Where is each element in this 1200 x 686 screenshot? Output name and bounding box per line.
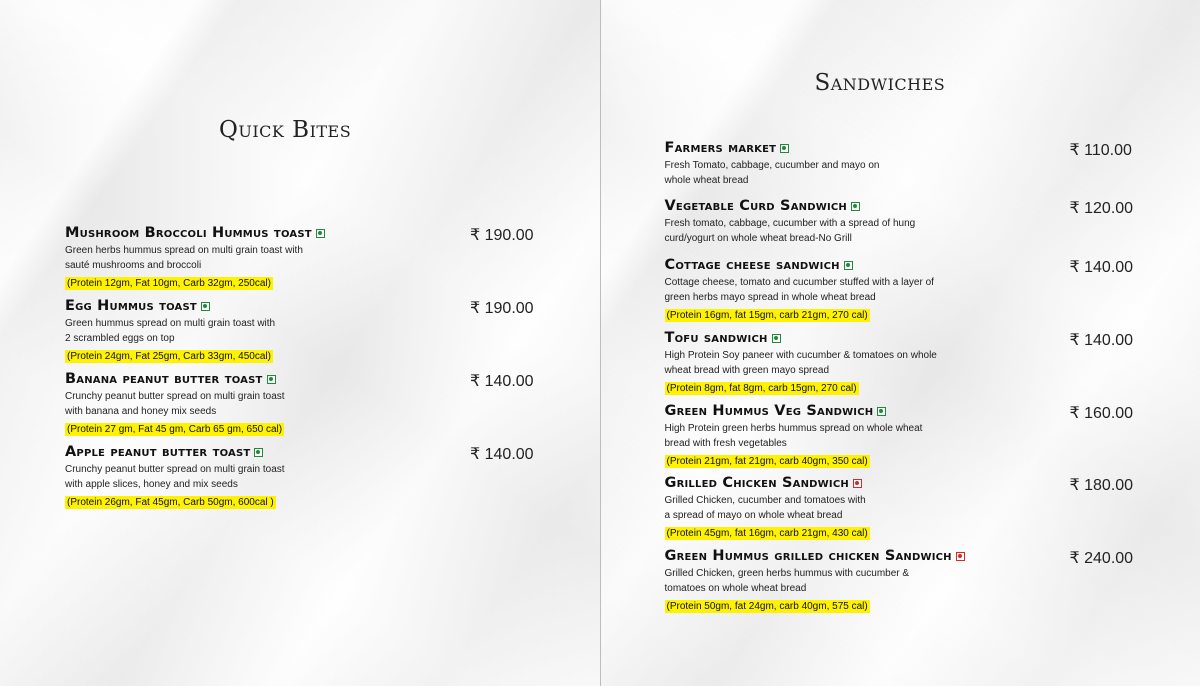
nutrition-info: (Protein 21gm, fat 21gm, carb 40gm, 350 cal) <box>666 456 868 467</box>
veg-icon <box>844 261 853 270</box>
veg-icon <box>851 202 860 211</box>
item-description: High Protein green herbs hummus spread on whole wheat <box>664 423 923 434</box>
item-description: High Protein Soy paneer with cucumber & tomatoes on whole <box>664 350 937 361</box>
item-description: wheat bread with green mayo spread <box>664 364 830 376</box>
veg-icon <box>877 407 886 416</box>
menu-page-sandwiches <box>600 0 1200 686</box>
nutrition-info: (Protein 45gm, fat 16gm, carb 21gm, 430 cal) <box>666 528 868 539</box>
item-name: Egg Hummus toast <box>65 298 197 314</box>
item-description: Cottage cheese, tomato and cucumber stuffed with a layer of <box>664 277 934 288</box>
veg-icon <box>267 375 276 384</box>
nutrition-info: (Protein 24gm, Fat 25gm, Carb 33gm, 450cal) <box>67 351 271 362</box>
item-name: Green Hummus Veg Sandwich <box>664 403 874 419</box>
item-name: Green Hummus grilled chicken Sandwich <box>664 548 952 564</box>
item-description: Grilled Chicken, cucumber and tomatoes with <box>664 495 866 506</box>
item-price: ₹ 160.00 <box>1069 405 1134 422</box>
item-price: ₹ 240.00 <box>1069 550 1134 567</box>
item-price: ₹ 180.00 <box>1069 477 1134 494</box>
menu-item <box>665 256 934 323</box>
item-name: Cottage cheese sandwich <box>664 257 840 273</box>
item-description: Fresh tomato, cabbage, cucumber with a spread of hung <box>664 218 916 229</box>
item-description: Green hummus spread on multi grain toast with <box>65 318 276 329</box>
item-description: tomatoes on whole wheat bread <box>664 582 807 594</box>
item-price: ₹ 140.00 <box>1069 332 1134 349</box>
non-veg-icon <box>956 552 965 561</box>
item-price: ₹ 190.00 <box>470 300 534 317</box>
veg-icon <box>316 229 325 238</box>
veg-icon <box>780 144 789 153</box>
item-description: bread with fresh vegetables <box>664 437 787 449</box>
nutrition-info: (Protein 50gm, fat 24gm, carb 40gm, 575 cal) <box>666 601 868 612</box>
menu-item <box>65 370 285 437</box>
veg-icon <box>772 334 781 343</box>
item-description: Crunchy peanut butter spread on multi grain toast <box>65 464 285 475</box>
item-name: Vegetable Curd Sandwich <box>664 198 847 214</box>
item-description: green herbs mayo spread in whole wheat bread <box>664 291 876 303</box>
item-description: sauté mushrooms and broccoli <box>65 259 202 271</box>
menu-item <box>665 547 965 614</box>
item-price: ₹ 120.00 <box>1069 200 1134 217</box>
menu-item <box>665 197 916 246</box>
section-title-quick-bites: Quick Bites <box>219 117 352 143</box>
nutrition-info: (Protein 27 gm, Fat 45 gm, Carb 65 gm, 650 cal) <box>67 424 283 435</box>
non-veg-icon <box>853 479 862 488</box>
section-title-sandwiches: Sandwiches <box>814 70 946 96</box>
menu-item <box>65 443 285 510</box>
menu-item <box>665 329 937 396</box>
item-name: Grilled Chicken Sandwich <box>664 475 849 491</box>
item-description: whole wheat bread <box>664 174 749 186</box>
nutrition-info: (Protein 26gm, Fat 45gm, Carb 50gm, 600cal ) <box>67 497 274 508</box>
item-description: curd/yogurt on whole wheat bread-No Grill <box>664 232 852 244</box>
item-price: ₹ 140.00 <box>470 446 534 463</box>
item-price: ₹ 140.00 <box>470 373 534 390</box>
veg-icon <box>254 448 263 457</box>
nutrition-info: (Protein 12gm, Fat 10gm, Carb 32gm, 250cal) <box>67 278 271 289</box>
menu-item <box>665 139 880 188</box>
item-description: a spread of mayo on whole wheat bread <box>664 509 843 521</box>
item-description: Fresh Tomato, cabbage, cucumber and mayo on <box>664 160 880 171</box>
item-name: Farmers market <box>664 140 777 156</box>
item-description: 2 scrambled eggs on top <box>65 332 175 344</box>
menu-item <box>65 224 325 291</box>
item-description: Grilled Chicken, green herbs hummus with cucumber & <box>664 568 910 579</box>
nutrition-info: (Protein 8gm, fat 8gm, carb 15gm, 270 cal) <box>666 383 857 394</box>
item-name: Mushroom Broccoli Hummus toast <box>65 225 312 241</box>
menu-item <box>665 474 870 541</box>
nutrition-info: (Protein 16gm, fat 15gm, carb 21gm, 270 cal) <box>666 310 868 321</box>
item-description: Green herbs hummus spread on multi grain toast with <box>65 245 303 256</box>
veg-icon <box>201 302 210 311</box>
menu-item <box>665 402 923 469</box>
item-description: with banana and honey mix seeds <box>65 405 217 417</box>
item-price: ₹ 190.00 <box>470 227 534 244</box>
item-name: Apple peanut butter toast <box>65 444 251 460</box>
item-description: with apple slices, honey and mix seeds <box>65 478 238 490</box>
menu-item <box>65 297 275 364</box>
item-description: Crunchy peanut butter spread on multi grain toast <box>65 391 285 402</box>
item-name: Banana peanut butter toast <box>65 371 263 387</box>
item-price: ₹ 140.00 <box>1069 259 1134 276</box>
item-price: ₹ 110.00 <box>1069 142 1132 159</box>
item-name: Tofu sandwich <box>664 330 768 346</box>
